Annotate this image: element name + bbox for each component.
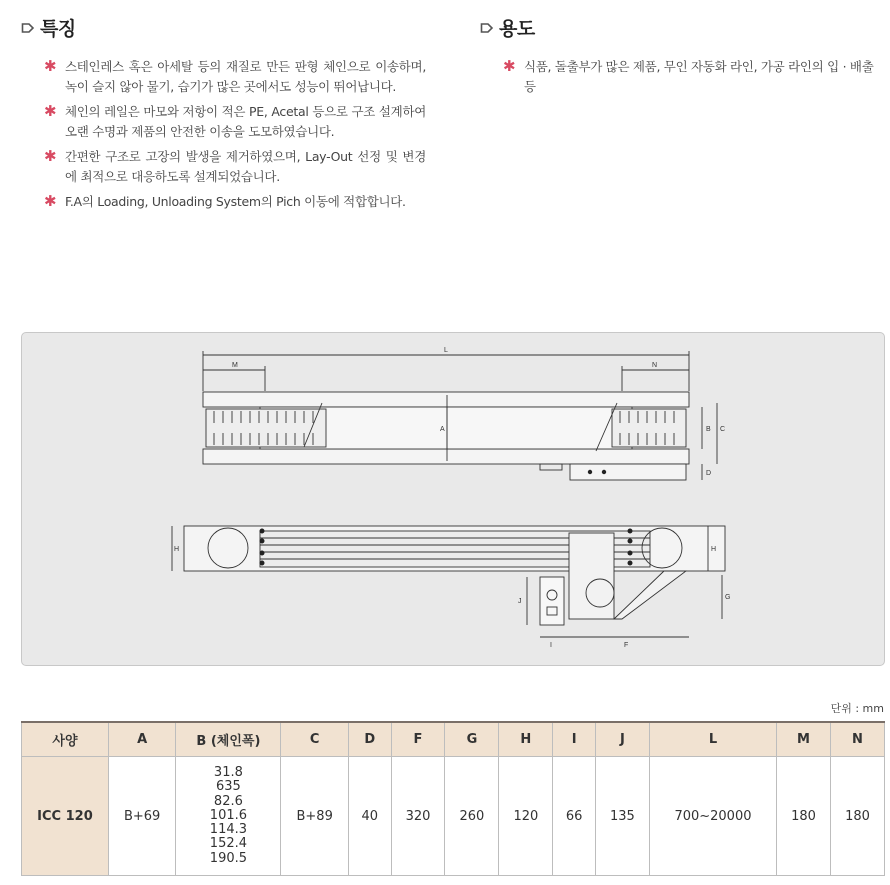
b-value: 31.8: [213, 764, 243, 780]
feature-item: ✱ 체인의 레일은 마모와 저항이 적은 PE, Acetal 등으로 구조 설계하여 오랜 수명과 제품의 안전한 이송을 도모하였습니다.: [44, 102, 426, 139]
dim-label-d: D: [706, 470, 712, 477]
dim-label-h-right: H: [711, 546, 717, 553]
cell-a: B+69: [108, 757, 175, 876]
header-b: B (체인폭): [176, 722, 281, 757]
cell-b: [176, 757, 281, 876]
dim-label-i: I: [550, 642, 552, 649]
b-value: 101.6: [209, 807, 248, 823]
usage-title: 용도: [499, 18, 535, 40]
features-heading: [21, 14, 76, 41]
feature-item: ✱ 간편한 구조로 고장의 발생을 제거하였으며, Lay-Out 선정 및 변경에 최적으로 대응하도록 설계되었습니다.: [44, 147, 426, 184]
features-title: 특징: [40, 18, 76, 40]
asterisk-icon: ✱: [44, 57, 57, 75]
dim-label-b: B: [706, 426, 711, 433]
b-value: 114.3: [209, 822, 248, 838]
table-header-row: [22, 722, 885, 757]
cell-h: 120: [499, 757, 553, 876]
usage-item: ✱ 식품, 돌출부가 많은 제품, 무인 자동화 라인, 가공 라인의 입 · 배출 등: [503, 57, 874, 94]
cell-m: 180: [777, 757, 831, 876]
cell-g: 260: [445, 757, 499, 876]
header-d: D: [348, 722, 391, 757]
header-m: M: [777, 722, 831, 757]
dim-label-n: N: [652, 362, 658, 369]
dim-label-m: M: [232, 362, 238, 369]
asterisk-icon: ✱: [44, 192, 57, 210]
dim-label-c: C: [720, 426, 726, 433]
header-c: C: [281, 722, 348, 757]
b-value: 152.4: [209, 836, 248, 852]
asterisk-icon: ✱: [503, 57, 516, 75]
b-value: 635: [215, 779, 241, 795]
b-value: 82.6: [213, 793, 243, 809]
features-list: [44, 57, 426, 218]
arrow-right-icon: [21, 21, 35, 35]
cell-i: 66: [553, 757, 596, 876]
header-a: A: [108, 722, 175, 757]
header-g: G: [445, 722, 499, 757]
dim-label-l: L: [444, 347, 448, 354]
asterisk-icon: ✱: [44, 147, 57, 165]
conveyor-drawing-svg: [22, 333, 884, 665]
cell-model: ICC 120: [22, 757, 109, 876]
cell-f: 320: [391, 757, 445, 876]
header-i: I: [553, 722, 596, 757]
b-value: 190.5: [209, 850, 248, 866]
header-j: J: [595, 722, 649, 757]
arrow-right-icon: [480, 21, 494, 35]
dim-label-a: A: [440, 426, 445, 433]
cell-d: 40: [348, 757, 391, 876]
usage-list: [503, 57, 887, 96]
header-l: L: [649, 722, 776, 757]
header-n: N: [830, 722, 884, 757]
technical-drawing: [21, 332, 885, 666]
cell-j: 135: [595, 757, 649, 876]
asterisk-icon: ✱: [44, 102, 57, 120]
unit-label: 단위 : mm: [830, 702, 884, 715]
header-model: 사양: [22, 722, 109, 757]
dim-label-f: F: [624, 642, 629, 649]
feature-item: ✱ 스테인레스 혹은 아세탈 등의 재질로 만든 판형 체인으로 이송하며, 녹이 슬지 않아 물기, 습기가 많은 곳에서도 성능이 뛰어납니다.: [44, 57, 426, 94]
dim-label-j: J: [518, 598, 522, 605]
cell-l: 700~20000: [649, 757, 776, 876]
cell-n: 180: [830, 757, 884, 876]
table-row: [22, 757, 885, 876]
dim-label-g: G: [725, 594, 731, 601]
dim-label-h-left: H: [174, 546, 180, 553]
spec-table: [21, 721, 885, 876]
feature-item: ✱ F.A의 Loading, Unloading System의 Pich 이동에 적합합니다.: [44, 192, 406, 210]
usage-heading: [480, 14, 535, 41]
cell-c: B+89: [281, 757, 348, 876]
header-h: H: [499, 722, 553, 757]
header-f: F: [391, 722, 445, 757]
